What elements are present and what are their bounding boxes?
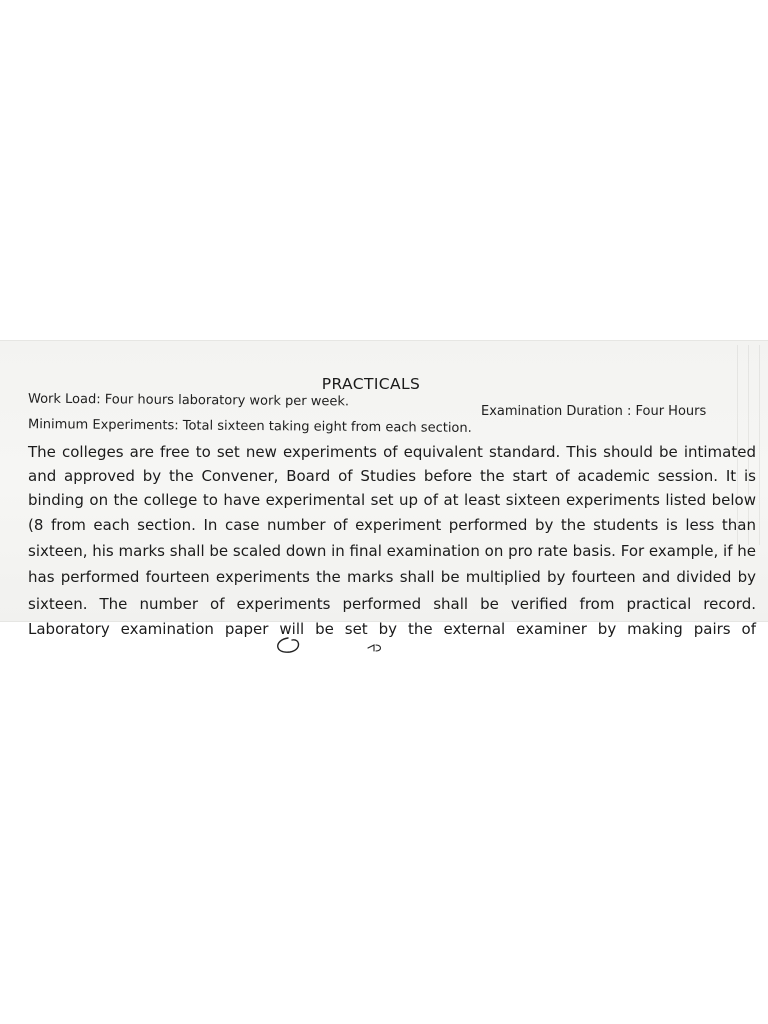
paragraph-line-2: and approved by the Convener, Board of Studies before the start of academic session. It is [28, 467, 756, 485]
exam-duration-text: Examination Duration : Four Hours [481, 404, 707, 419]
minimum-experiments-text: Minimum Experiments: Total sixteen taking eight from each section. [27, 417, 472, 436]
paragraph-line-3: binding on the college to have experimental set up of at least sixteen experiments listed below [28, 491, 756, 509]
paragraph-line-5: sixteen, his marks shall be scaled down in final examination on pro rate basis. For example, if he [28, 542, 756, 560]
paragraph-line-6: has performed fourteen experiments the marks shall be multiplied by fourteen and divided by [28, 568, 756, 586]
pen-scribble-mark [270, 630, 400, 658]
paragraph-line-8: Laboratory examination paper will be set by the external examiner by making pairs of [28, 620, 756, 638]
page-title: PRACTICALS [321, 375, 421, 393]
paragraph-line-7: sixteen. The number of experiments performed shall be verified from practical record. [28, 595, 756, 613]
paragraph-line-4: (8 from each section. In case number of experiment performed by the students is less than [28, 516, 756, 534]
paragraph-line-1: The colleges are free to set new experiments of equivalent standard. This should be intimated [28, 443, 756, 461]
work-load-text: Work Load: Four hours laboratory work per week. [27, 391, 350, 410]
